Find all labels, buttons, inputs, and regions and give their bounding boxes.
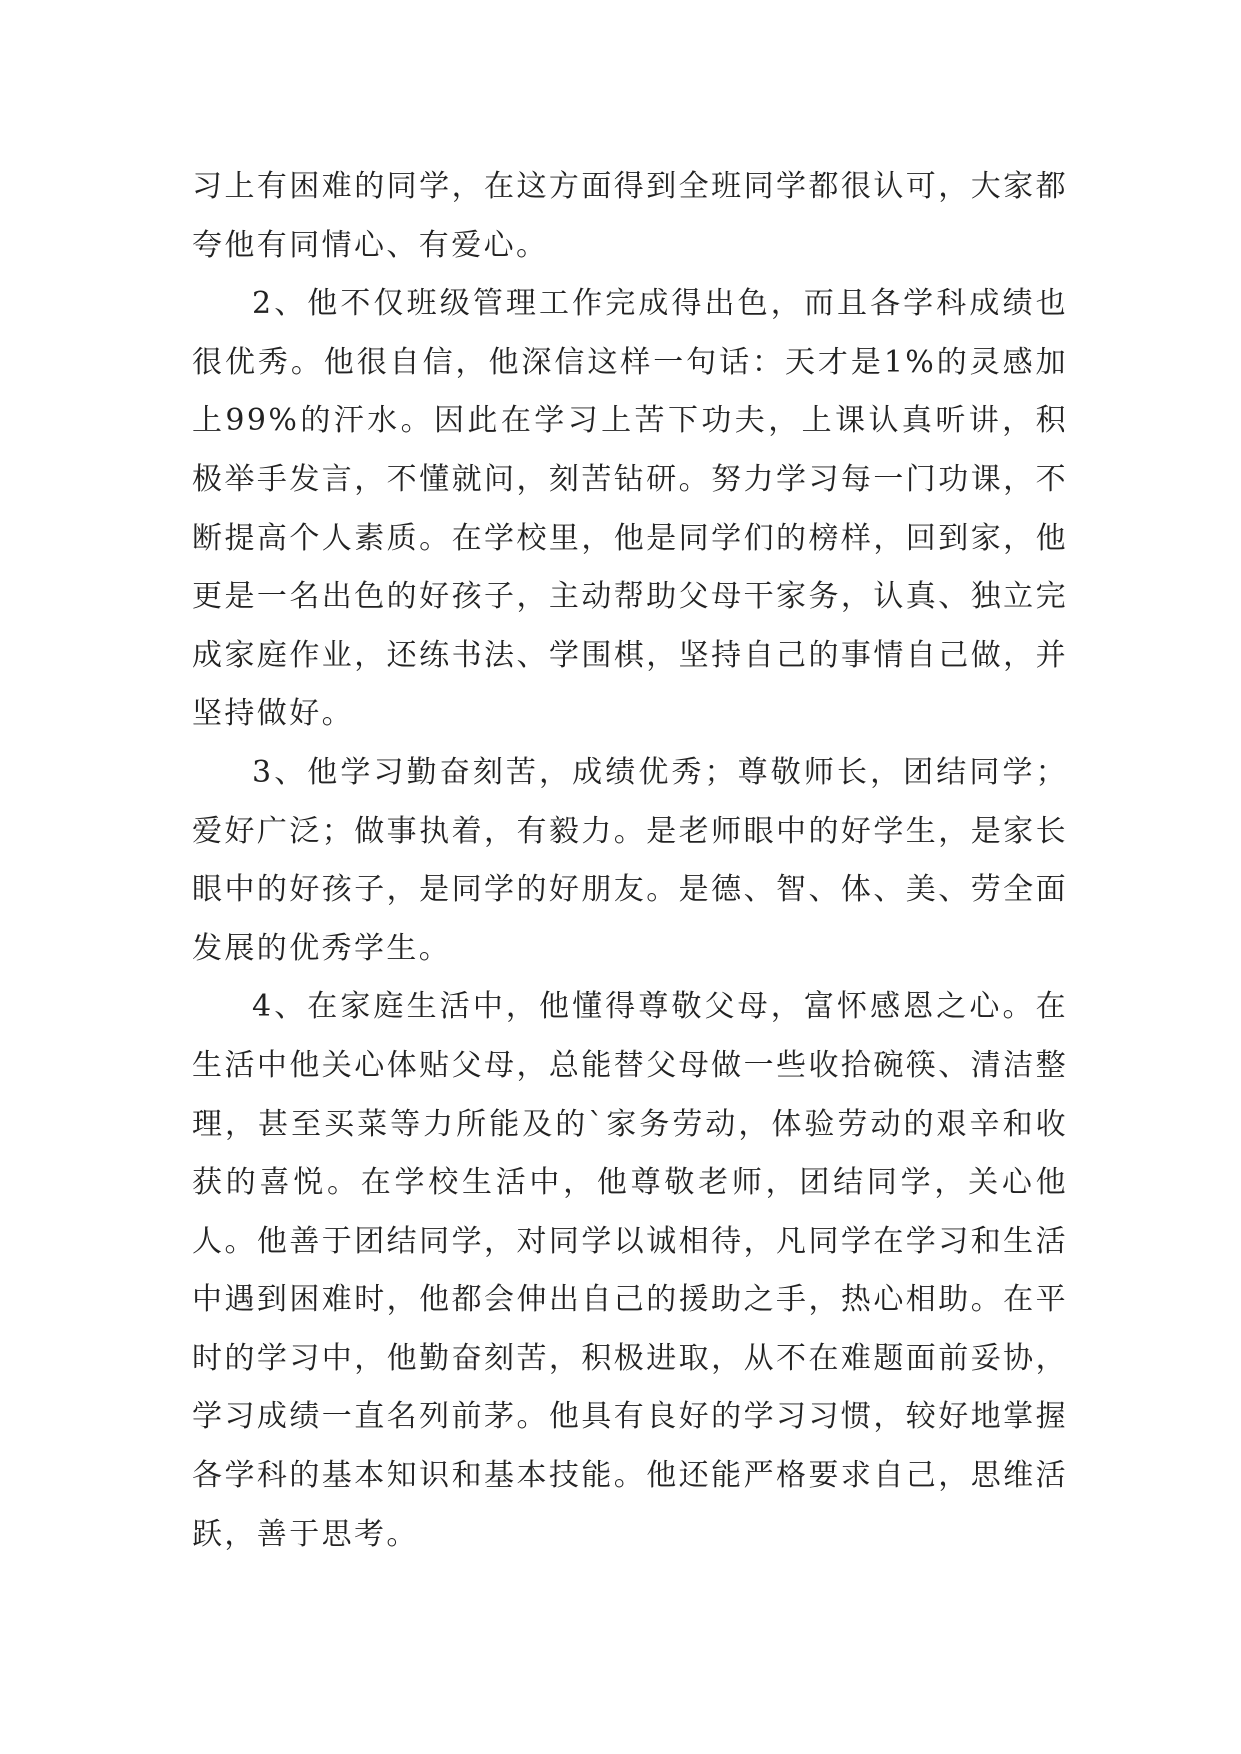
paragraph-3: 3、他学习勤奋刻苦，成绩优秀；尊敬师长，团结同学；爱好广泛；做事执着，有毅力。是老师眼中的好学生，是家长眼中的好孩子，是同学的好朋友。是德、智、体、美、劳全面发展的优秀学生。 — [192, 754, 1068, 966]
paragraph-4: 4、在家庭生活中，他懂得尊敬父母，富怀感恩之心。在生活中他关心体贴父母，总能替父母做一些收拾碗筷、清洁整理，甚至买菜等力所能及的`家务劳动，体验劳动的艰辛和收获的喜悦。在学校生活中，他尊敬老师，团结同学，关心他人。他善于团结同学，对同学以诚相待，凡同学在学习和生活中遇到困难时，他都会伸出自己的援助之手，热心相助。在平时的学习中，他勤奋刻苦，积极进取，从不在难题面前妥协，学习成绩一直名列前茅。他具有良好的学习习惯，较好地掌握各学科的基本知识和基本技能。他还能严格要求自己，思维活跃，善于思考。 — [192, 989, 1068, 1552]
paragraph-1: 习上有困难的同学，在这方面得到全班同学都很认可，大家都夸他有同情心、有爱心。 — [192, 169, 1068, 263]
document-body — [192, 158, 1068, 1564]
paragraph-2: 2、他不仅班级管理工作完成得出色，而且各学科成绩也很优秀。他很自信，他深信这样一句话：天才是1%的灵感加上99%的汗水。因此在学习上苦下功夫，上课认真听讲，积极举手发言，不懂就问，刻苦钻研。努力学习每一门功课，不断提高个人素质。在学校里，他是同学们的榜样，回到家，他更是一名出色的好孩子，主动帮助父母干家务，认真、独立完成家庭作业，还练书法、学围棋，坚持自己的事情自己做，并坚持做好。 — [192, 286, 1068, 732]
